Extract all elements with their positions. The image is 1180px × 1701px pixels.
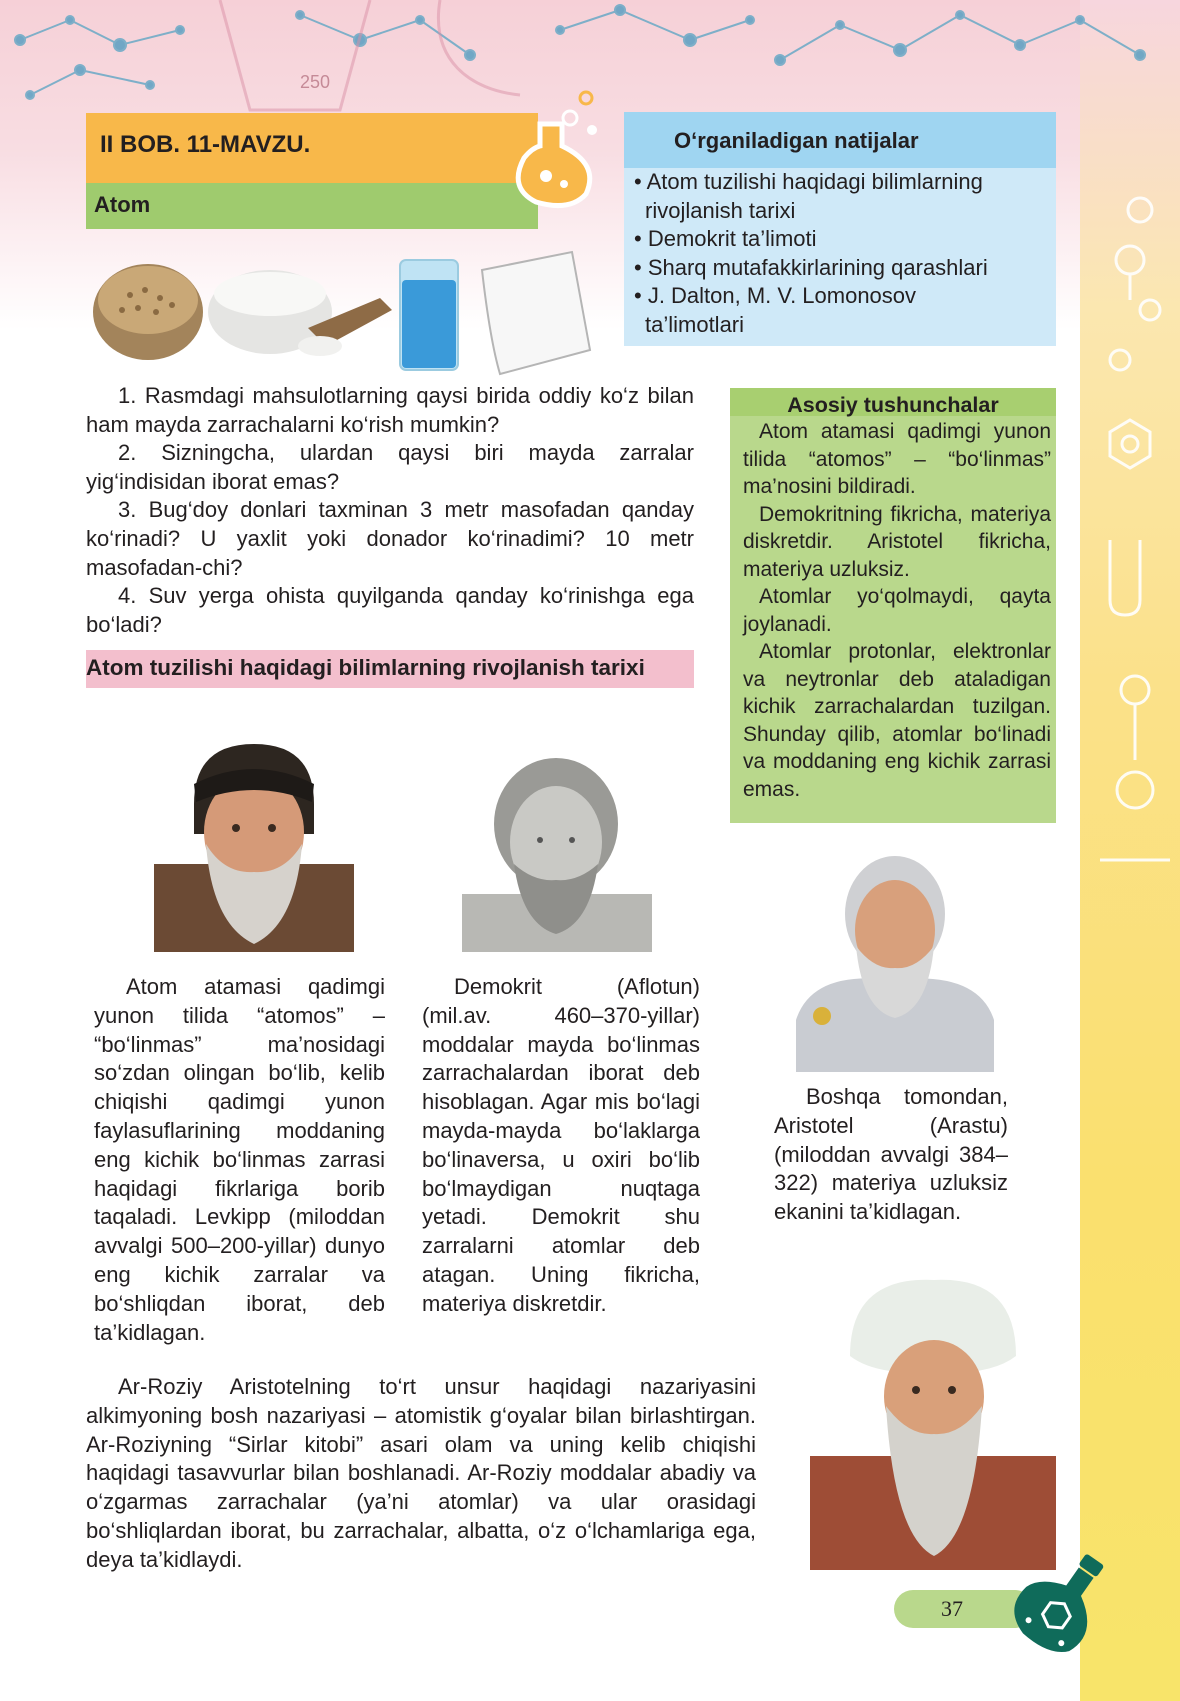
levkipp-paragraph: Atom atamasi qadimgi yunon tilida “atomos” – “bo‘linmas” ma’nosidagi so‘zdan olingan bo‘lib, kelib chiqishi qadimgi yunon faylasuflarining moddaning eng kichik bo‘linmas zarrasi haqidagi fikrlariga borib taqaladi. Levkipp (miloddan avvalgi 500–200-yillar) dunyo eng kichik zarralar va bo‘shliqdan iborat, deb ta’kidlagan.: [94, 974, 385, 1345]
key-concepts-title: Asosiy tushunchalar: [730, 388, 1056, 416]
water-glass-icon: [400, 260, 458, 370]
flour-bowl: [208, 270, 392, 356]
products-illustration: [90, 250, 600, 380]
question-3: 3. Bug‘doy donlari taxminan 3 metr masofadan qanday ko‘rinadi? U yaxlit yoki donador ko‘rinadimi? 10 metr masofadan-chi?: [86, 497, 694, 580]
background-label: 250: [300, 72, 331, 92]
outcome-item: • Sharq mutafakkirlarining qarashlari: [634, 254, 988, 280]
portrait-demokrit: [452, 754, 660, 952]
question-1: 1. Rasmdagi mahsulotlarning qaysi birida oddiy ko‘z bilan ham mayda zarrachalarni ko‘rish mumkin?: [86, 383, 694, 437]
questions: [86, 382, 694, 639]
outcome-item: rivojlanish tarixi: [645, 197, 796, 223]
wheat-grain-bowl: [93, 264, 203, 360]
demokrit-paragraph: Demokrit (Aflotun) (mil.av. 460–370-yillar) moddalar mayda bo‘linmas zarrachalardan iborat deb hisoblagan. Agar mis bo‘lagi mayda-mayda bo‘laklarga bo‘linaversa, u oxiri bo‘lib bo‘lmaydigan nuqtaga yetadi. Demokrit shu zarralarni atomlar deb atagan. Uning fikricha, materiya diskretdir.: [422, 974, 700, 1316]
question-2: 2. Sizningcha, ulardan qaysi biri mayda zarralar yig‘indisidan iborat emas?: [86, 440, 694, 494]
text-column-right: [774, 1083, 1008, 1227]
outcome-item: ta’limotlari: [645, 311, 745, 337]
paper-sheet-icon: [482, 252, 590, 374]
key-concepts-box: [730, 388, 1056, 823]
ar-roziy-paragraph: Ar-Roziy Aristotelning to‘rt unsur haqidagi nazariyasini alkimyoning bosh nazariyasi – atomistik g‘oyalar bilan birlashtirgan. Ar-Roziyning “Sirlar kitobi” asari olam va uning kelib chiqishi haqidagi tasavvurlar bilan boshlanadi. Ar-Roziy moddalar abadiy va o‘zgarmas zarrachalar (ya’ni atomlar) va ular orasidagi bo‘shliqlardan iborat, bu zarrachalar, albatta, o‘z o‘lchamlariga ega, deya ta’kidlaydi.: [86, 1374, 756, 1572]
ar-roziy-section: [86, 1373, 756, 1575]
history-heading: Atom tuzilishi haqidagi bilimlarning rivojlanish tarixi: [86, 650, 694, 688]
flask-icon: [500, 84, 610, 214]
chapter-title: II BOB. 11-MAVZU.: [86, 113, 538, 183]
outcome-item: • Demokrit ta’limoti: [634, 226, 817, 252]
portrait-ar-roziy: [810, 1276, 1056, 1570]
chemistry-flask-icon: [1010, 1548, 1120, 1658]
text-column-middle: [422, 973, 700, 1319]
concept-paragraph: Atomlar yo‘qolmaydi, qayta joylanadi.: [743, 585, 1051, 636]
topic-title: Atom: [86, 183, 538, 229]
concept-paragraph: Atom atamasi qadimgi yunon tilida “atomos” – “bo‘linmas” ma’nosini bildiradi.: [743, 420, 1051, 498]
sidebar-science-icons: [1080, 0, 1180, 1701]
text-column-left: [94, 973, 385, 1347]
portrait-levkipp: [154, 744, 354, 952]
aristotel-paragraph: Boshqa tomondan, Aristotel (Arastu) (miloddan avvalgi 384–322) materiya uzluksiz ekanini ta’kidlagan.: [774, 1084, 1008, 1225]
concept-paragraph: Atomlar protonlar, elektronlar va neytronlar deb ataladigan kichik zarrachalardan tuzilgan. Shunday qilib, atomlar bo‘linadi va moddaning eng kichik zarrasi emas.: [743, 640, 1051, 801]
outcomes-list: [624, 168, 1056, 346]
outcome-item: • J. Dalton, M. V. Lomonosov: [634, 283, 917, 309]
concept-paragraph: Demokritning fikricha, materiya diskretdir. Aristotel fikricha, materiya uzluksiz.: [743, 502, 1051, 581]
question-4: 4. Suv yerga ohista quyilganda qanday ko‘rinishga ega bo‘ladi?: [86, 583, 694, 637]
outcome-item: • Atom tuzilishi haqidagi bilimlarning: [634, 169, 983, 194]
outcomes-title: O‘rganiladigan natijalar: [624, 112, 1056, 168]
portrait-aristotel: [792, 850, 998, 1072]
page-number: 37: [941, 1596, 963, 1621]
